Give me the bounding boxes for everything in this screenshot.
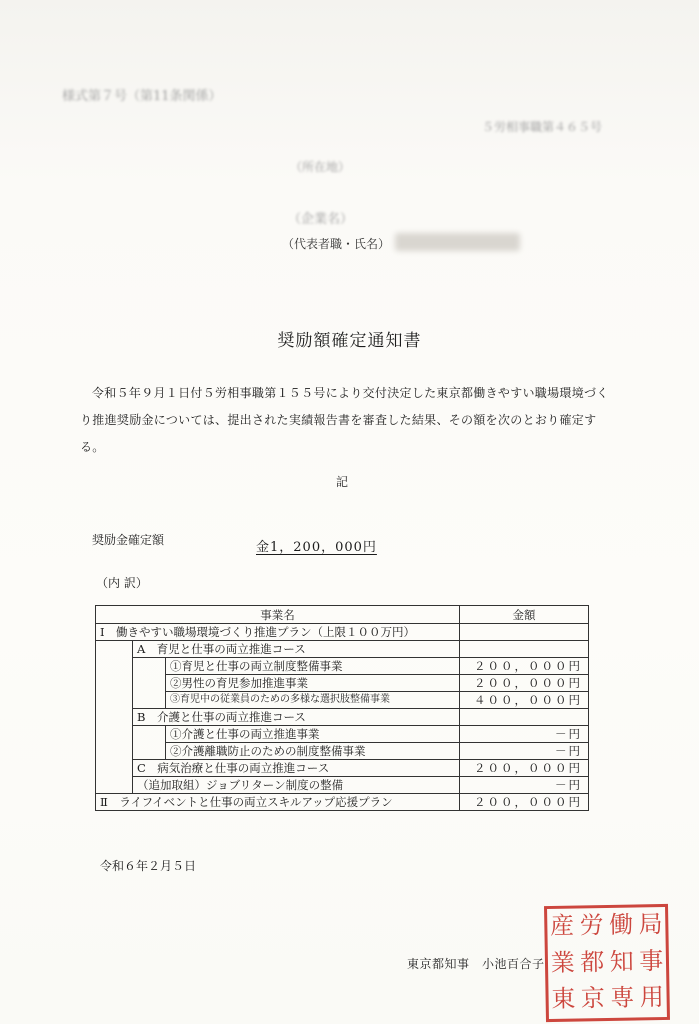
a2-amount: ２００，０００円 bbox=[460, 675, 589, 692]
additional-amount: －円 bbox=[460, 777, 589, 794]
a1-amount: ２００，０００円 bbox=[460, 658, 589, 675]
form-number: 様式第７号（第11条関係） bbox=[62, 89, 222, 104]
a3-amount: ４００，０００円 bbox=[460, 692, 589, 709]
table-row bbox=[96, 743, 589, 760]
document-number: ５労相事職第４６５号 bbox=[482, 120, 603, 134]
table-row bbox=[96, 777, 589, 794]
c-amount: ２００，０００円 bbox=[460, 760, 589, 777]
table-row bbox=[96, 760, 589, 777]
breakdown-table bbox=[95, 605, 589, 811]
breakdown-label: （内 訳） bbox=[96, 576, 148, 590]
table-row bbox=[96, 692, 589, 709]
official-seal-icon: 産 労 働 局 業 都 知 事 東 京 専 用 bbox=[544, 904, 670, 1022]
table-header-row bbox=[96, 606, 589, 624]
plan1-amount bbox=[460, 624, 589, 641]
plan2-label: Ⅱ ライフイベントと仕事の両立スキルアップ応援プラン bbox=[96, 794, 460, 811]
plan2-amount: ２００，０００円 bbox=[460, 794, 589, 811]
table-row bbox=[96, 624, 589, 641]
header-item: 事業名 bbox=[96, 606, 460, 624]
table-row bbox=[96, 641, 589, 658]
recipient-address: （所在地） bbox=[290, 160, 351, 174]
table-row bbox=[96, 675, 589, 692]
header-amount: 金額 bbox=[460, 606, 589, 624]
representative-label: （代表者職・氏名） bbox=[282, 237, 391, 251]
additional-label: （追加取組）ジョブリターン制度の整備 bbox=[133, 777, 460, 794]
courseB-label: B 介護と仕事の両立推進コース bbox=[133, 709, 460, 726]
b2-amount: －円 bbox=[460, 743, 589, 760]
a2-label: ②男性の育児参加推進事業 bbox=[166, 675, 460, 692]
table-row bbox=[96, 709, 589, 726]
document-title: 奨励額確定通知書 bbox=[277, 331, 422, 351]
courseC-label: C 病気治療と仕事の両立推進コース bbox=[133, 760, 460, 777]
courseA-label: A 育児と仕事の両立推進コース bbox=[133, 641, 460, 658]
redacted-name bbox=[395, 233, 520, 251]
confirmed-amount-value: 金1，200，000円 bbox=[256, 540, 377, 555]
b1-label: ①介護と仕事の両立推進事業 bbox=[166, 726, 460, 743]
signer-name: 東京都知事 小池百合子 bbox=[407, 957, 545, 971]
recipient-company: （企業名） bbox=[288, 212, 354, 227]
issue-date: 令和６年２月５日 bbox=[100, 859, 197, 873]
table-row bbox=[96, 794, 589, 811]
a1-label: ①育児と仕事の両立制度整備事業 bbox=[166, 658, 460, 675]
ki-marker: 記 bbox=[336, 475, 349, 489]
b1-amount: －円 bbox=[460, 726, 589, 743]
table-row bbox=[96, 658, 589, 675]
confirmed-amount-label: 奨励金確定額 bbox=[92, 533, 165, 547]
table-row bbox=[96, 726, 589, 743]
b2-label: ②介護離職防止のための制度整備事業 bbox=[166, 743, 460, 760]
body-paragraph: 令和５年９月１日付５労相事職第１５５号により交付決定した東京都働きやすい職場環境づくり推進奨励金については、提出された実績報告書を審査した結果、その額を次のとおり確定する。 bbox=[80, 386, 609, 454]
a3-label: ③育児中の従業員のための多様な選択肢整備事業 bbox=[166, 692, 460, 709]
plan1-label: Ⅰ 働きやすい職場環境づくり推進プラン（上限１００万円） bbox=[96, 624, 460, 641]
